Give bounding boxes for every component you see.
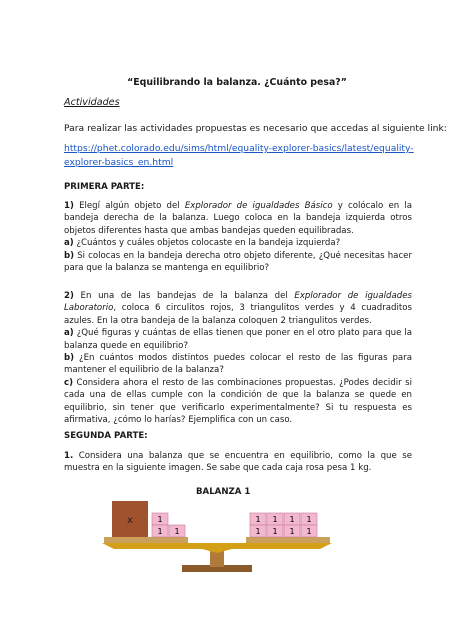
pink-box-label: 1 — [306, 527, 312, 536]
pink-box-label: 1 — [272, 527, 278, 536]
q1-text-b: y colócalo en la bandeja derecha de la balanza. Luego coloca en la bandeja izquierda otros objetos diferentes hasta que ambas bandejas queden equilibradas. — [64, 201, 412, 236]
pink-box-label: 1 — [157, 515, 163, 524]
pink-box-label: 1 — [306, 515, 312, 524]
left-pink-boxes — [152, 513, 185, 537]
pink-box-label: 1 — [157, 527, 163, 536]
q2-text-b: , coloca 6 circulitos rojos, 3 triangulitos verdes y 4 cuadraditos azules. En la otra bandeja de la balanza coloquen 2 triangulitos verdes. — [64, 303, 412, 326]
pink-box-label: 1 — [289, 527, 295, 536]
pink-box-label: 1 — [272, 515, 278, 524]
s1-text: Considera una balanza que se encuentra en equilibrio, como la que se muestra en la siguiente imagen. Se sabe que cada caja rosa pesa 1 kg. — [64, 451, 412, 474]
segunda-question-1 — [64, 450, 412, 475]
pink-box-label: 1 — [174, 527, 180, 536]
q1-text-a: Elegí algún objeto del — [73, 201, 185, 211]
question-1 — [64, 200, 412, 274]
q1a-label: a) — [64, 238, 74, 249]
q2-text-italic: Explorador de igualdades Laboratorio — [64, 291, 412, 314]
left-pan — [104, 537, 188, 543]
pink-box-label: 1 — [255, 527, 261, 536]
q2-text-a: En una de las bandejas de la balanza del — [73, 291, 295, 301]
s1-number: 1. — [64, 451, 74, 461]
intro-text: Para realizar las actividades propuestas es necesario que accedas al siguiente link: — [64, 123, 447, 134]
q2a-label: a) — [64, 328, 74, 339]
q2a-text: ¿Qué figuras y cuántas de ellas tienen que poner en el otro plato para que la balanza quede en equilibrio? — [64, 328, 412, 351]
primera-parte-heading: PRIMERA PARTE: — [64, 182, 145, 192]
q2b-text: ¿En cuántos modos distintos puedes colocar el resto de las figuras para mantener el equilibrio de la balanza? — [64, 353, 412, 376]
question-2 — [64, 290, 412, 426]
balance-scale-figure — [92, 493, 342, 573]
q1b-text: Si colocas en la bandeja derecha otro objeto diferente, ¿Qué necesitas hacer para que la balanza se mantenga en equilibrio? — [64, 250, 412, 274]
document-title: “Equilibrando la balanza. ¿Cuánto pesa?” — [127, 77, 347, 88]
unknown-label: x — [127, 515, 133, 526]
q1b-label: b) — [64, 250, 75, 261]
segunda-parte-heading: SEGUNDA PARTE: — [64, 431, 148, 441]
q1a-text: ¿Cuántos y cuáles objetos colocaste en la bandeja izquierda? — [73, 238, 341, 249]
pink-box-label: 1 — [255, 515, 261, 524]
q1-number: 1) — [64, 201, 74, 211]
scale-beam — [102, 543, 332, 553]
q2c-text: Considera ahora el resto de las combinaciones propuestas. ¿Podes decidir si cada una de ellas cumple con la condición de que la balanza se quede en equilibrio, sin tener que verificarlo experimentalmente? Si tu respuesta es afirmativa, ¿cómo lo harías? Ejemplifica con un caso. — [64, 377, 412, 426]
q2b-label: b) — [64, 353, 75, 364]
figure-title: BALANZA 1 — [196, 487, 251, 497]
q1-text-italic: Explorador de igualdades Básico — [184, 201, 333, 211]
phet-link[interactable]: https://phet.colorado.edu/sims/html/equality-explorer-basics/latest/equality-explorer-basics_en.html — [64, 143, 414, 168]
right-pan — [246, 537, 330, 543]
section-activities-heading: Actividades — [64, 97, 120, 108]
q2c-label: c) — [64, 377, 74, 388]
q2-number: 2) — [64, 291, 74, 301]
pink-box-label: 1 — [289, 515, 295, 524]
right-pink-boxes — [250, 513, 317, 537]
